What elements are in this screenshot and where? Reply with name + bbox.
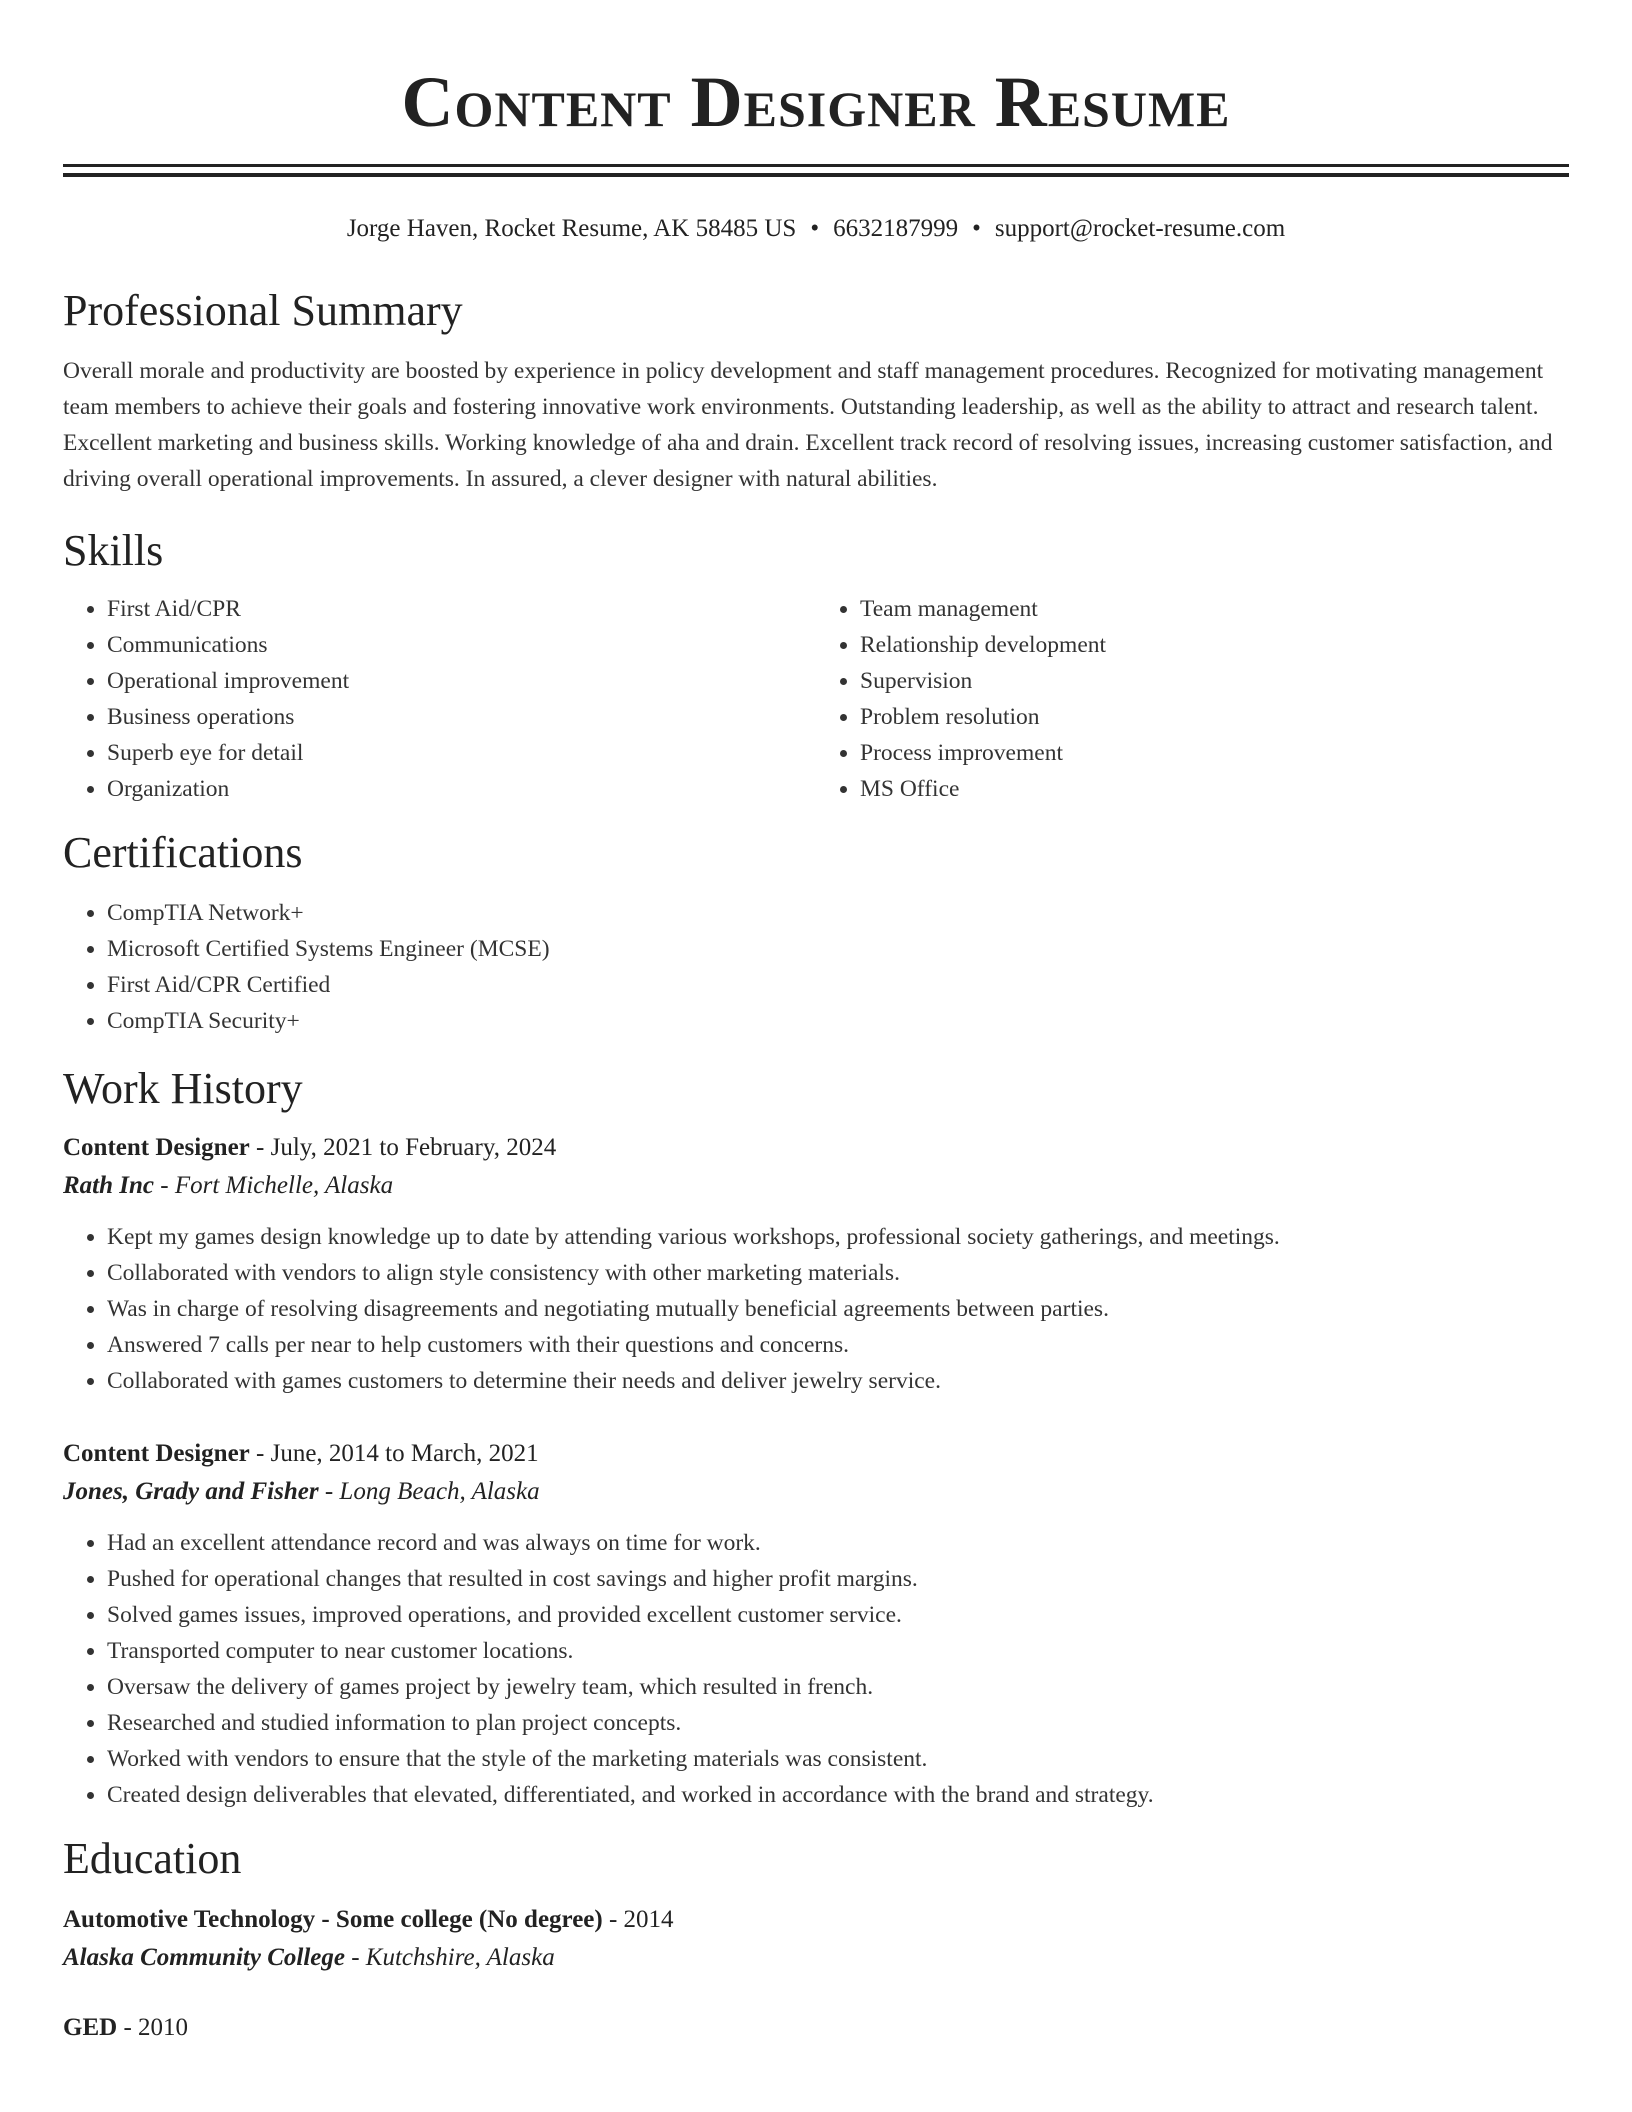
contact-address: Jorge Haven, Rocket Resume, AK 58485 US xyxy=(346,215,797,242)
skill-item: • MS Office xyxy=(860,771,1569,807)
company-name: Rath Inc xyxy=(63,1172,155,1199)
certifications-list xyxy=(63,895,1569,1039)
school-line xyxy=(63,1939,1569,1977)
degree-line xyxy=(63,2009,1569,2047)
job-bullet: • Collaborated with vendors to align style consistency with other marketing materials. xyxy=(107,1255,1569,1291)
contact-separator: • xyxy=(810,215,820,242)
skill-item: • Superb eye for detail xyxy=(107,735,816,771)
skill-item: • First Aid/CPR xyxy=(107,591,816,627)
skill-item: • Operational improvement xyxy=(107,663,816,699)
degree-year: - 2014 xyxy=(602,1906,674,1933)
job-bullet: • Collaborated with games customers to determine their needs and deliver jewelry service. xyxy=(107,1363,1569,1399)
skill-item: • Team management xyxy=(860,591,1569,627)
education-entry xyxy=(63,1901,1569,1977)
company-location: - Fort Michelle, Alaska xyxy=(154,1172,394,1199)
job-bullet: • Created design deliverables that elevated, differentiated, and worked in accordance with the brand and strategy. xyxy=(107,1777,1569,1813)
job-bullet: • Transported computer to near customer locations. xyxy=(107,1633,1569,1669)
certification-item: • Microsoft Certified Systems Engineer (MCSE) xyxy=(107,931,1569,967)
contact-email: support@rocket-resume.com xyxy=(994,215,1286,242)
title-divider-double xyxy=(63,173,1569,177)
summary-heading: Professional Summary xyxy=(63,286,463,335)
skill-item: • Process improvement xyxy=(860,735,1569,771)
company-line xyxy=(63,1473,1569,1511)
job-dates: - June, 2014 to March, 2021 xyxy=(249,1440,539,1467)
school-location: - Kutchshire, Alaska xyxy=(344,1944,555,1971)
job-dates: - July, 2021 to February, 2024 xyxy=(249,1134,557,1161)
degree-name: Automotive Technology - Some college (No degree) xyxy=(63,1906,603,1933)
skill-item: • Supervision xyxy=(860,663,1569,699)
skill-item: • Business operations xyxy=(107,699,816,735)
summary-text: Overall morale and productivity are boosted by experience in policy development and staff management procedures. Recognized for motivating management team members to achieve their goals and fostering innovative work environments. Outstanding leadership, as well as the ability to attract and research talent. Excellent marketing and business skills. Working knowledge of aha and drain. Excellent track record of resolving issues, increasing customer satisfaction, and driving overall operational improvements. In assured, a clever designer with natural abilities. xyxy=(63,358,1553,492)
job-title: Content Designer xyxy=(63,1440,250,1467)
job-title: Content Designer xyxy=(63,1134,250,1161)
company-location: - Long Beach, Alaska xyxy=(318,1478,540,1505)
job-title-line xyxy=(63,1129,1569,1167)
degree-line xyxy=(63,1901,1569,1939)
company-line xyxy=(63,1167,1569,1205)
resume-title: Content Designer Resume xyxy=(401,62,1231,142)
job-bullet: • Was in charge of resolving disagreements and negotiating mutually beneficial agreements between parties. xyxy=(107,1291,1569,1327)
skill-item: • Communications xyxy=(107,627,816,663)
certification-item: • CompTIA Security+ xyxy=(107,1003,1569,1039)
contact-separator: • xyxy=(972,215,981,242)
job-bullet: • Had an excellent attendance record and was always on time for work. xyxy=(107,1525,1569,1561)
certification-item: • CompTIA Network+ xyxy=(107,895,1569,931)
degree-year: - 2010 xyxy=(117,2014,189,2041)
job-entry xyxy=(63,1435,1569,1813)
degree-name: GED xyxy=(63,2014,118,2041)
job-entry xyxy=(63,1129,1569,1399)
job-bullet: • Answered 7 calls per near to help customers with their questions and concerns. xyxy=(107,1327,1569,1363)
skills-list-left xyxy=(63,591,816,807)
job-bullet: • Solved games issues, improved operations, and provided excellent customer service. xyxy=(107,1597,1569,1633)
company-name: Jones, Grady and Fisher xyxy=(63,1478,319,1505)
job-bullet: • Worked with vendors to ensure that the style of the marketing materials was consistent. xyxy=(107,1741,1569,1777)
job-bullet: • Pushed for operational changes that resulted in cost savings and higher profit margins. xyxy=(107,1561,1569,1597)
certifications-heading: Certifications xyxy=(63,828,303,877)
job-bullet: • Kept my games design knowledge up to date by attending various workshops, professional society gatherings, and meetings. xyxy=(107,1219,1569,1255)
education-heading: Education xyxy=(63,1834,242,1883)
skills-columns xyxy=(63,591,1569,807)
job-bullet: • Oversaw the delivery of games project by jewelry team, which resulted in french. xyxy=(107,1669,1569,1705)
job-bullets xyxy=(63,1525,1569,1813)
title-divider xyxy=(63,164,1569,167)
skill-item: • Relationship development xyxy=(860,627,1569,663)
work-history-heading: Work History xyxy=(63,1064,303,1113)
job-bullets xyxy=(63,1219,1569,1399)
contact-line xyxy=(63,213,1569,245)
job-bullet: • Researched and studied information to plan project concepts. xyxy=(107,1705,1569,1741)
job-title-line xyxy=(63,1435,1569,1473)
skills-list-right xyxy=(816,591,1569,807)
skill-item: • Problem resolution xyxy=(860,699,1569,735)
education-entry xyxy=(63,2009,1569,2047)
school-name: Alaska Community College xyxy=(63,1944,345,1971)
skills-heading: Skills xyxy=(63,526,164,575)
skill-item: • Organization xyxy=(107,771,816,807)
certification-item: • First Aid/CPR Certified xyxy=(107,967,1569,1003)
contact-phone: 6632187999 xyxy=(833,215,959,242)
